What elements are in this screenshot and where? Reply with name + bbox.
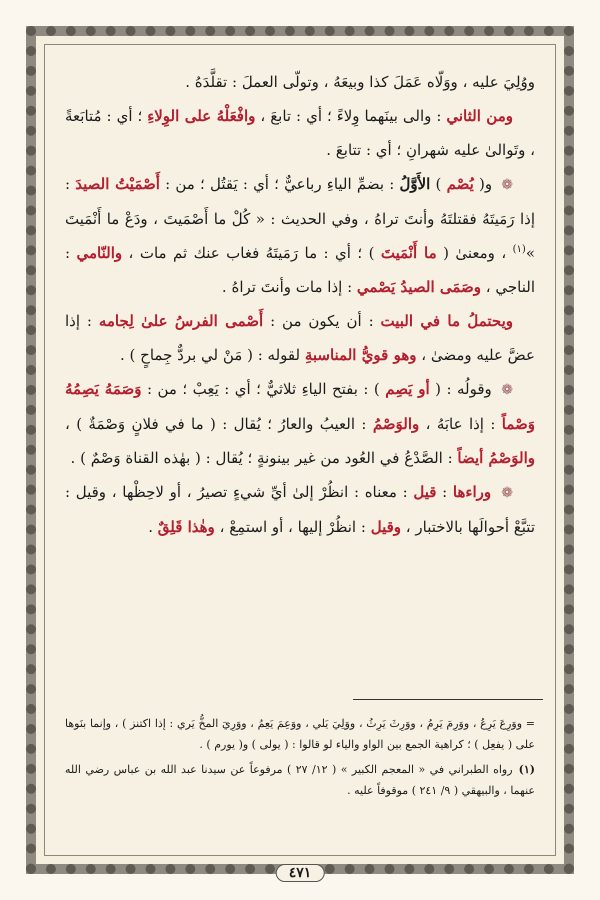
p4-term: أَصْمى الفرسُ علىٰ لِجامه bbox=[98, 312, 264, 330]
p3-hadith: : إذا رَمَيتَهُ فقتلتَهُ وأنتَ تراهُ ، وفي الحديث : « كُلْ ما أَصْمَيتَ ، ودَعْ ما أَنْمَيتَ » bbox=[65, 175, 535, 262]
p3-text-h: ، ومعنىٰ ( bbox=[436, 244, 513, 262]
p5-text-c: ) : بفتح الياءِ ثلاثيٌّ ؛ أي : يَعِبْ ؛ من : bbox=[141, 380, 386, 398]
p6-text-f: : انظُرْ إليها ، أو استمِعْ ، bbox=[214, 518, 371, 536]
p6-heading: وراءها bbox=[452, 483, 498, 501]
footnote-continuation-text: = ووَرِعَ يَرِعُ ، ووَرِمَ يَرِمُ ، ووَرِثَ يَرِثُ ، ووَلِيَ يَلي ، ووَعِمَ يَعِمُ ، ووَرِيَ المخُّ يَري : إذا اكتنز ) ، وإنما بنَوها على ( يفعِل ) ؛ كراهية الجمع بين الواو والياء لو قالوا : ( يولى ) و( يورم ) . bbox=[65, 717, 535, 751]
flower-ornament-icon: ❁ bbox=[501, 177, 514, 193]
p3-text-l: : الناجي ، bbox=[65, 244, 535, 296]
paragraph-2 bbox=[65, 99, 535, 167]
page-ornamental-border bbox=[26, 26, 574, 881]
p6-qila-2: وقيل bbox=[370, 518, 402, 536]
p5-text-i: : الصَّدْعُ في العُود من غير بينونةٍ ؛ يُقال : ( بهٰذه القناة وَصْمٌ ) . bbox=[70, 449, 458, 467]
p5-text-e: : إذا عابَهُ ، bbox=[419, 415, 502, 433]
footnote-ref-1[interactable]: (١) bbox=[512, 244, 526, 255]
footnote-separator bbox=[353, 699, 543, 700]
paragraph-4 bbox=[65, 304, 535, 372]
main-text bbox=[65, 65, 535, 544]
paragraph-1 bbox=[65, 65, 535, 99]
footnote-1-label: (١) bbox=[518, 763, 536, 776]
p6-term-qaliq: وهٰذا قَلِقٌ bbox=[157, 518, 215, 536]
p4-text-d: : إذا عضَّ عليه ومضىٰ ، bbox=[65, 312, 535, 364]
p5-term-wasm: والوَصْمُ bbox=[372, 415, 420, 433]
p5-text-a: وقولُه : ( bbox=[429, 380, 498, 398]
p2-term: وافْعَلْهُ على الوِلاءِ bbox=[147, 107, 256, 125]
footnote-continuation bbox=[65, 713, 535, 755]
page-number: ٤٧١ bbox=[276, 864, 325, 882]
text-area bbox=[44, 44, 556, 856]
p3-text-a: و( bbox=[473, 175, 498, 193]
p2-text-b: : والى بينَهما وِلاءً ؛ أي : تابعَ ، bbox=[255, 107, 447, 125]
p2-heading: ومن الثاني bbox=[446, 107, 513, 125]
p6-text-b: : bbox=[436, 483, 453, 501]
paragraph-3 bbox=[65, 167, 535, 304]
p3-awwal: الأَوَّلُ bbox=[399, 175, 431, 193]
p3-text-e: : بضمِّ الياءِ رباعيٌّ ؛ أي : يَقتُل ؛ من : bbox=[159, 175, 400, 193]
paragraph-5 bbox=[65, 372, 535, 475]
paragraph-6 bbox=[65, 475, 535, 544]
p6-text-d: : معناه : انظُرْ إلىٰ أيِّ شيءٍ تصيرُ ، أو لاحِظْها ، وقيل : تتبَّعْ أحوالَها بالاختبار ، bbox=[65, 483, 535, 536]
p3-term-asmaytu: أَصْمَيْتُ الصيدَ bbox=[75, 175, 160, 193]
footnote-1 bbox=[65, 759, 535, 801]
p3-term-sama: وصَمَى الصيدُ يَصْمي bbox=[356, 278, 481, 296]
p5-term-wasamahu: وَصَمَهُ يَصِمُهُ وَصْماً bbox=[65, 380, 535, 433]
p3-text-j: ) ؛ أي : ما رَمَيتَهُ فغاب عنك ثم مات ، bbox=[122, 244, 381, 262]
p4-term-2: وهو قويُّ المناسبةِ bbox=[304, 346, 417, 364]
p3-term-anmayta: ما أَنْمَيتَ bbox=[380, 244, 437, 262]
p4-heading: ويحتملُ ما في البيت bbox=[380, 312, 514, 330]
p5-term-yasim: أو يَصِم bbox=[385, 380, 430, 398]
footnotes bbox=[65, 713, 535, 805]
p5-term-wasm-2: والوَصْمُ أيضاً bbox=[457, 449, 535, 467]
p3-text-c: ) bbox=[430, 175, 447, 193]
p6-qila: قيل bbox=[413, 483, 437, 501]
p4-text-f: لقوله : ( مَنْ لي بردٌّ جِماحٍ ) . bbox=[120, 346, 305, 364]
p3-term-nami: والنّامي bbox=[76, 244, 123, 262]
flower-ornament-icon: ❁ bbox=[501, 382, 513, 398]
p3-term-yusm: يُصْم bbox=[446, 175, 474, 193]
footnote-1-text: رواه الطبراني في « المعجم الكبير » ( ١٢/ ٢٧ ) مرفوعاً عن سيدنا عبد الله بن عباس رضي الله عنهما ، والبيهقي ( ٩/ ٢٤١ ) موقوفاً عليه . bbox=[65, 763, 535, 797]
p2-text-d: ؛ أي : مُتابَعةً ، وتَوالىٰ عليه شهرانِ ؛ أي : تتابعَ . bbox=[65, 107, 535, 159]
p4-text-b: : أن يكون من : bbox=[263, 312, 381, 330]
p3-text-n: : إذا مات وأنتَ تراهُ . bbox=[221, 278, 357, 296]
flower-ornament-icon: ❁ bbox=[501, 485, 513, 501]
p6-text-h: . bbox=[148, 518, 158, 536]
p5-text-g: : العيبُ والعارُ ؛ يُقال : ( ما في فلانٍ وَصْمَةٌ ) ، bbox=[65, 415, 373, 433]
p1-text: ووُلِيَ عليه ، ووَلّاه عَمَلَ كذا وبيعَهُ ، وتولّى العملَ : تقلَّدَهُ . bbox=[185, 73, 535, 91]
